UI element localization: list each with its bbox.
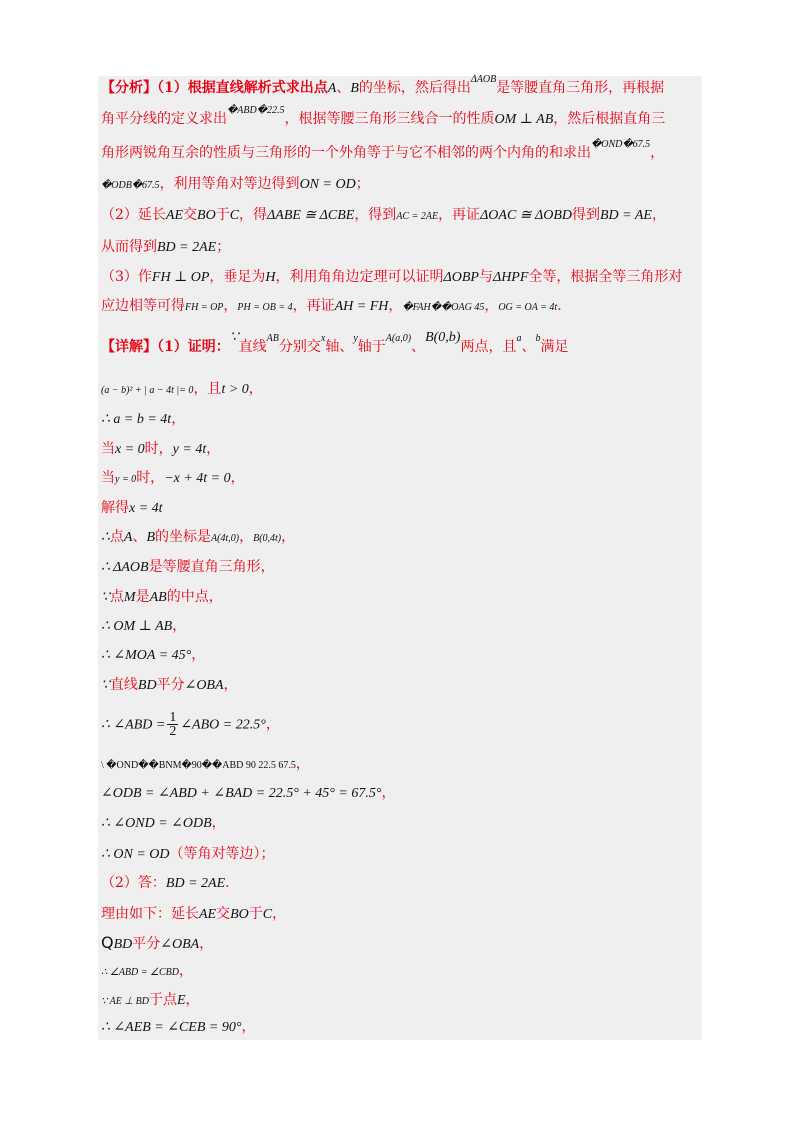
analysis-line-6: 从而得到BD = 2AE； (101, 239, 231, 255)
detail-line-15: ∠ODB = ∠ABD + ∠BAD = 22.5° + 45° = 67.5°， (101, 785, 396, 801)
detail-line-17: ∴ ON = OD（等角对等边）； (101, 846, 275, 862)
detail-line-4: 当x = 0时，y = 4t， (101, 441, 221, 457)
detail-line-18: （2）答：BD = 2AE. (101, 875, 230, 891)
detail-line-19: 理由如下：延长AE交BO于C， (101, 906, 287, 922)
detail-line-20: QBD平分∠OBA， (101, 933, 214, 952)
detail-line-2: (a − b)² + | a − 4t |= 0，且t > 0， (101, 381, 263, 397)
analysis-line-3: 角形两锐角互余的性质与三角形的一个外角等于与它不相邻的两个内角的和求出$^{�OND�67.5}$， (101, 139, 665, 161)
detail-line-16: ∴ ∠OND = ∠ODB， (101, 815, 226, 831)
analysis-line-2: 角平分线的定义求出$^{�ABD�22.5}$，根据等腰三角形三线合一的性质OM ⊥ AB，然后根据直角三 (101, 105, 666, 127)
detail-line-8: ∴ ΔAOB是等腰直角三角形， (101, 559, 275, 575)
detail-line-13: ∴ ∠ABD = $\frac{1}{2}$ ∠ABO = 22.5°， (101, 710, 280, 739)
analysis-line-4: �ODB�67.5，利用等角对等边得到ON = OD； (101, 176, 370, 192)
detail-line-11: ∴ ∠MOA = 45°， (101, 647, 206, 663)
detail-line-22: ∵ AE ⊥ BD于点E， (101, 992, 200, 1008)
analysis-line-7: （3）作FH ⊥ OP，垂足为H，利用角角边定理可以证明ΔOBP与ΔHPF全等，根据全等三角形对 (101, 269, 683, 285)
fraction-one-half: $\frac{1}{2}$ (169, 710, 177, 739)
analysis-line-8: 应边相等可得FH = OP，PH = OB = 4，再证AH = FH，�FAH��OAG 45，OG = OA = 4t. (101, 298, 562, 314)
detail-line-12: ∵直线BD平分∠OBA， (101, 677, 238, 693)
detail-line-14: \ �OND��BNM�90��ABD 90 22.5 67.5， (101, 756, 310, 772)
detail-line-7: ∴点A、B的坐标是A(4t,0)，B(0,4t)， (101, 529, 296, 545)
analysis-line-5: （2）延长AE交BO于C，得ΔABE ≅ ΔCBE，得到AC = 2AE，再证ΔOAC ≅ ΔOBD得到BD = AE， (101, 207, 666, 223)
detail-line-10: ∴ OM ⊥ AB， (101, 618, 187, 634)
detail-line-3: ∴ a = b = 4t， (101, 411, 186, 427)
detail-line-1: 【详解】（1）证明：∵直线$^{AB}$分别交$^x$轴、$^y$轴于$^{A(a,0)}$、B(0,b)两点，且$^a$、$^b$满足 (101, 330, 569, 355)
detail-line-23: ∴ ∠AEB = ∠CEB = 90°， (101, 1019, 256, 1035)
detail-line-9: ∵点M是AB的中点， (101, 589, 223, 605)
analysis-line-1: 【分析】（1）根据直线解析式求出点A、B的坐标，然后得出$^{\Delta AOB}$是等腰直角三角形，再根据 (101, 74, 665, 96)
detail-line-5: 当y = 0时，−x + 4t = 0， (101, 470, 245, 486)
detail-line-21: ∴ ∠ABD = ∠CBD， (101, 963, 193, 979)
detail-line-6: 解得x = 4t (101, 500, 163, 516)
